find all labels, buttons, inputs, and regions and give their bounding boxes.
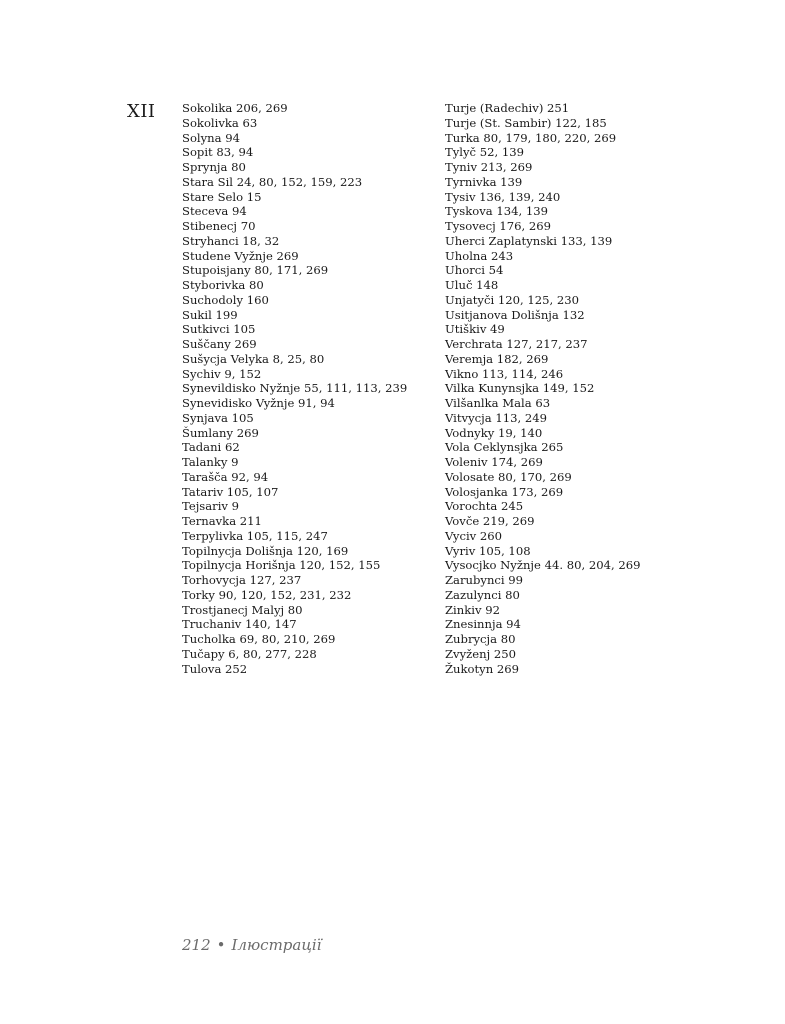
index-entry: Stupoisjany 80, 171, 269 — [182, 263, 329, 278]
index-entry: Sušycja Velyka 8, 25, 80 — [182, 351, 325, 366]
index-entry: Steceva 94 — [182, 204, 247, 219]
index-column-left — [182, 101, 432, 676]
index-entry: Usitjanova Dolišnja 132 — [445, 307, 585, 322]
index-entry: Sychiv 9, 152 — [182, 366, 262, 381]
index-entry: Tatariv 105, 107 — [182, 484, 279, 499]
index-entry: Torky 90, 120, 152, 231, 232 — [182, 587, 352, 602]
index-entry: Verchrata 127, 217, 237 — [445, 337, 588, 351]
index-entry: Uluč 148 — [445, 278, 499, 292]
index-entry: Vitvycja 113, 249 — [445, 410, 547, 425]
index-entry: Turka 80, 179, 180, 220, 269 — [445, 130, 617, 145]
index-entry: Styborivka 80 — [182, 278, 264, 292]
index-entry: Trostjanecj Malyj 80 — [182, 602, 303, 617]
index-entry: Vilka Kunynsjka 149, 152 — [445, 381, 595, 396]
index-entry: Vodnyky 19, 140 — [445, 425, 543, 440]
index-entry: Zazulynci 80 — [445, 587, 520, 602]
index-entry: Volosjanka 173, 269 — [445, 484, 564, 499]
index-entry: Tyskova 134, 139 — [445, 204, 549, 219]
index-entry: Tylyč 52, 139 — [445, 145, 524, 160]
index-entry: Sokolika 206, 269 — [182, 101, 288, 115]
index-entry: Ternavka 211 — [182, 514, 262, 528]
index-entry: Tulova 252 — [182, 661, 248, 676]
index-entry: Sukil 199 — [182, 307, 238, 322]
index-entry: Vorochta 245 — [445, 499, 524, 514]
index-entry: Tucholka 69, 80, 210, 269 — [182, 632, 336, 646]
index-entry: Sopit 83, 94 — [182, 145, 254, 160]
index-entry: Uhercі Zaplatynski 133, 139 — [445, 233, 613, 248]
index-entry: Tyniv 213, 269 — [445, 160, 533, 174]
index-entry: Solyna 94 — [182, 130, 240, 145]
index-entry: Torhovycja 127, 237 — [182, 573, 302, 587]
index-entry: Utiškiv 49 — [445, 322, 505, 337]
index-entry: Veremja 182, 269 — [445, 351, 549, 366]
index-entry: Truchaniv 140, 147 — [182, 617, 297, 632]
index-entry: Stibenecj 70 — [182, 219, 256, 233]
index-entry: Stryhanci 18, 32 — [182, 233, 280, 248]
index-entry: Zarubynci 99 — [445, 573, 524, 587]
index-entry: Tysovecj 176, 269 — [445, 219, 552, 233]
index-entry: Sprynja 80 — [182, 160, 246, 174]
index-entry: Voleniv 174, 269 — [445, 455, 543, 469]
index-entry: Suchodoly 160 — [182, 292, 269, 307]
index-entry: Suščany 269 — [182, 337, 257, 351]
section-label: XII — [127, 101, 156, 122]
index-entry: Synjava 105 — [182, 410, 254, 425]
index-entry: Tysiv 136, 139, 240 — [445, 189, 561, 204]
index-entry: Šumlany 269 — [182, 425, 259, 440]
index-entry: Turje (St. Sambir) 122, 185 — [445, 115, 607, 130]
section-title: Ілюстрації — [231, 936, 322, 954]
index-column-right — [445, 101, 705, 676]
index-entry: Uholna 243 — [445, 248, 514, 263]
index-entry: Zinkiv 92 — [445, 602, 500, 617]
index-entry: Topilnycja Horišnja 120, 152, 155 — [182, 558, 381, 573]
index-entry: Stara Sil 24, 80, 152, 159, 223 — [182, 174, 363, 189]
page-number: 212 — [182, 936, 211, 954]
index-entry: Topilnycja Dolišnja 120, 169 — [182, 543, 349, 558]
footer-separator: • — [216, 936, 226, 954]
index-entry: Tarašča 92, 94 — [182, 469, 269, 484]
index-entry: Vilšanlka Mala 63 — [445, 396, 551, 410]
index-entry: Synevidisko Vyžnje 91, 94 — [182, 396, 335, 410]
index-entry: Tejsariv 9 — [182, 499, 240, 514]
index-entry: Vola Ceklynsjka 265 — [445, 440, 564, 455]
page-footer — [182, 936, 321, 954]
index-entry: Vikno 113, 114, 246 — [445, 366, 564, 381]
index-entry: Žukotyn 269 — [445, 661, 520, 676]
index-entry: Vovče 219, 269 — [445, 514, 535, 528]
index-entry: Zvyženj 250 — [445, 646, 517, 661]
index-entry: Sokolivka 63 — [182, 115, 258, 130]
index-entry: Volosate 80, 170, 269 — [445, 469, 572, 484]
index-entry: Unjatyči 120, 125, 230 — [445, 292, 579, 307]
index-entry: Vyciv 260 — [445, 528, 503, 543]
index-entry: Tučapy 6, 80, 277, 228 — [182, 646, 317, 661]
index-entry: Talanky 9 — [182, 455, 239, 469]
index-entry: Stare Selo 15 — [182, 189, 262, 204]
index-entry: Terpylivka 105, 115, 247 — [182, 528, 328, 543]
index-entry: Turje (Radechiv) 251 — [445, 101, 570, 115]
index-entry: Uhorci 54 — [445, 263, 504, 278]
index-entry: Tyrnivka 139 — [445, 174, 523, 189]
index-entry: Znesinnja 94 — [445, 617, 521, 632]
index-entry: Vysocjko Nyžnje 44. 80, 204, 269 — [445, 558, 641, 573]
index-entry: Zubrycja 80 — [445, 632, 516, 646]
index-entry: Tadani 62 — [182, 440, 240, 455]
index-entry: Studene Vyžnje 269 — [182, 248, 299, 263]
index-entry: Synevildisko Nyžnje 55, 111, 113, 239 — [182, 381, 408, 396]
index-entry: Vyriv 105, 108 — [445, 543, 531, 558]
index-entry: Sutkivci 105 — [182, 322, 256, 337]
